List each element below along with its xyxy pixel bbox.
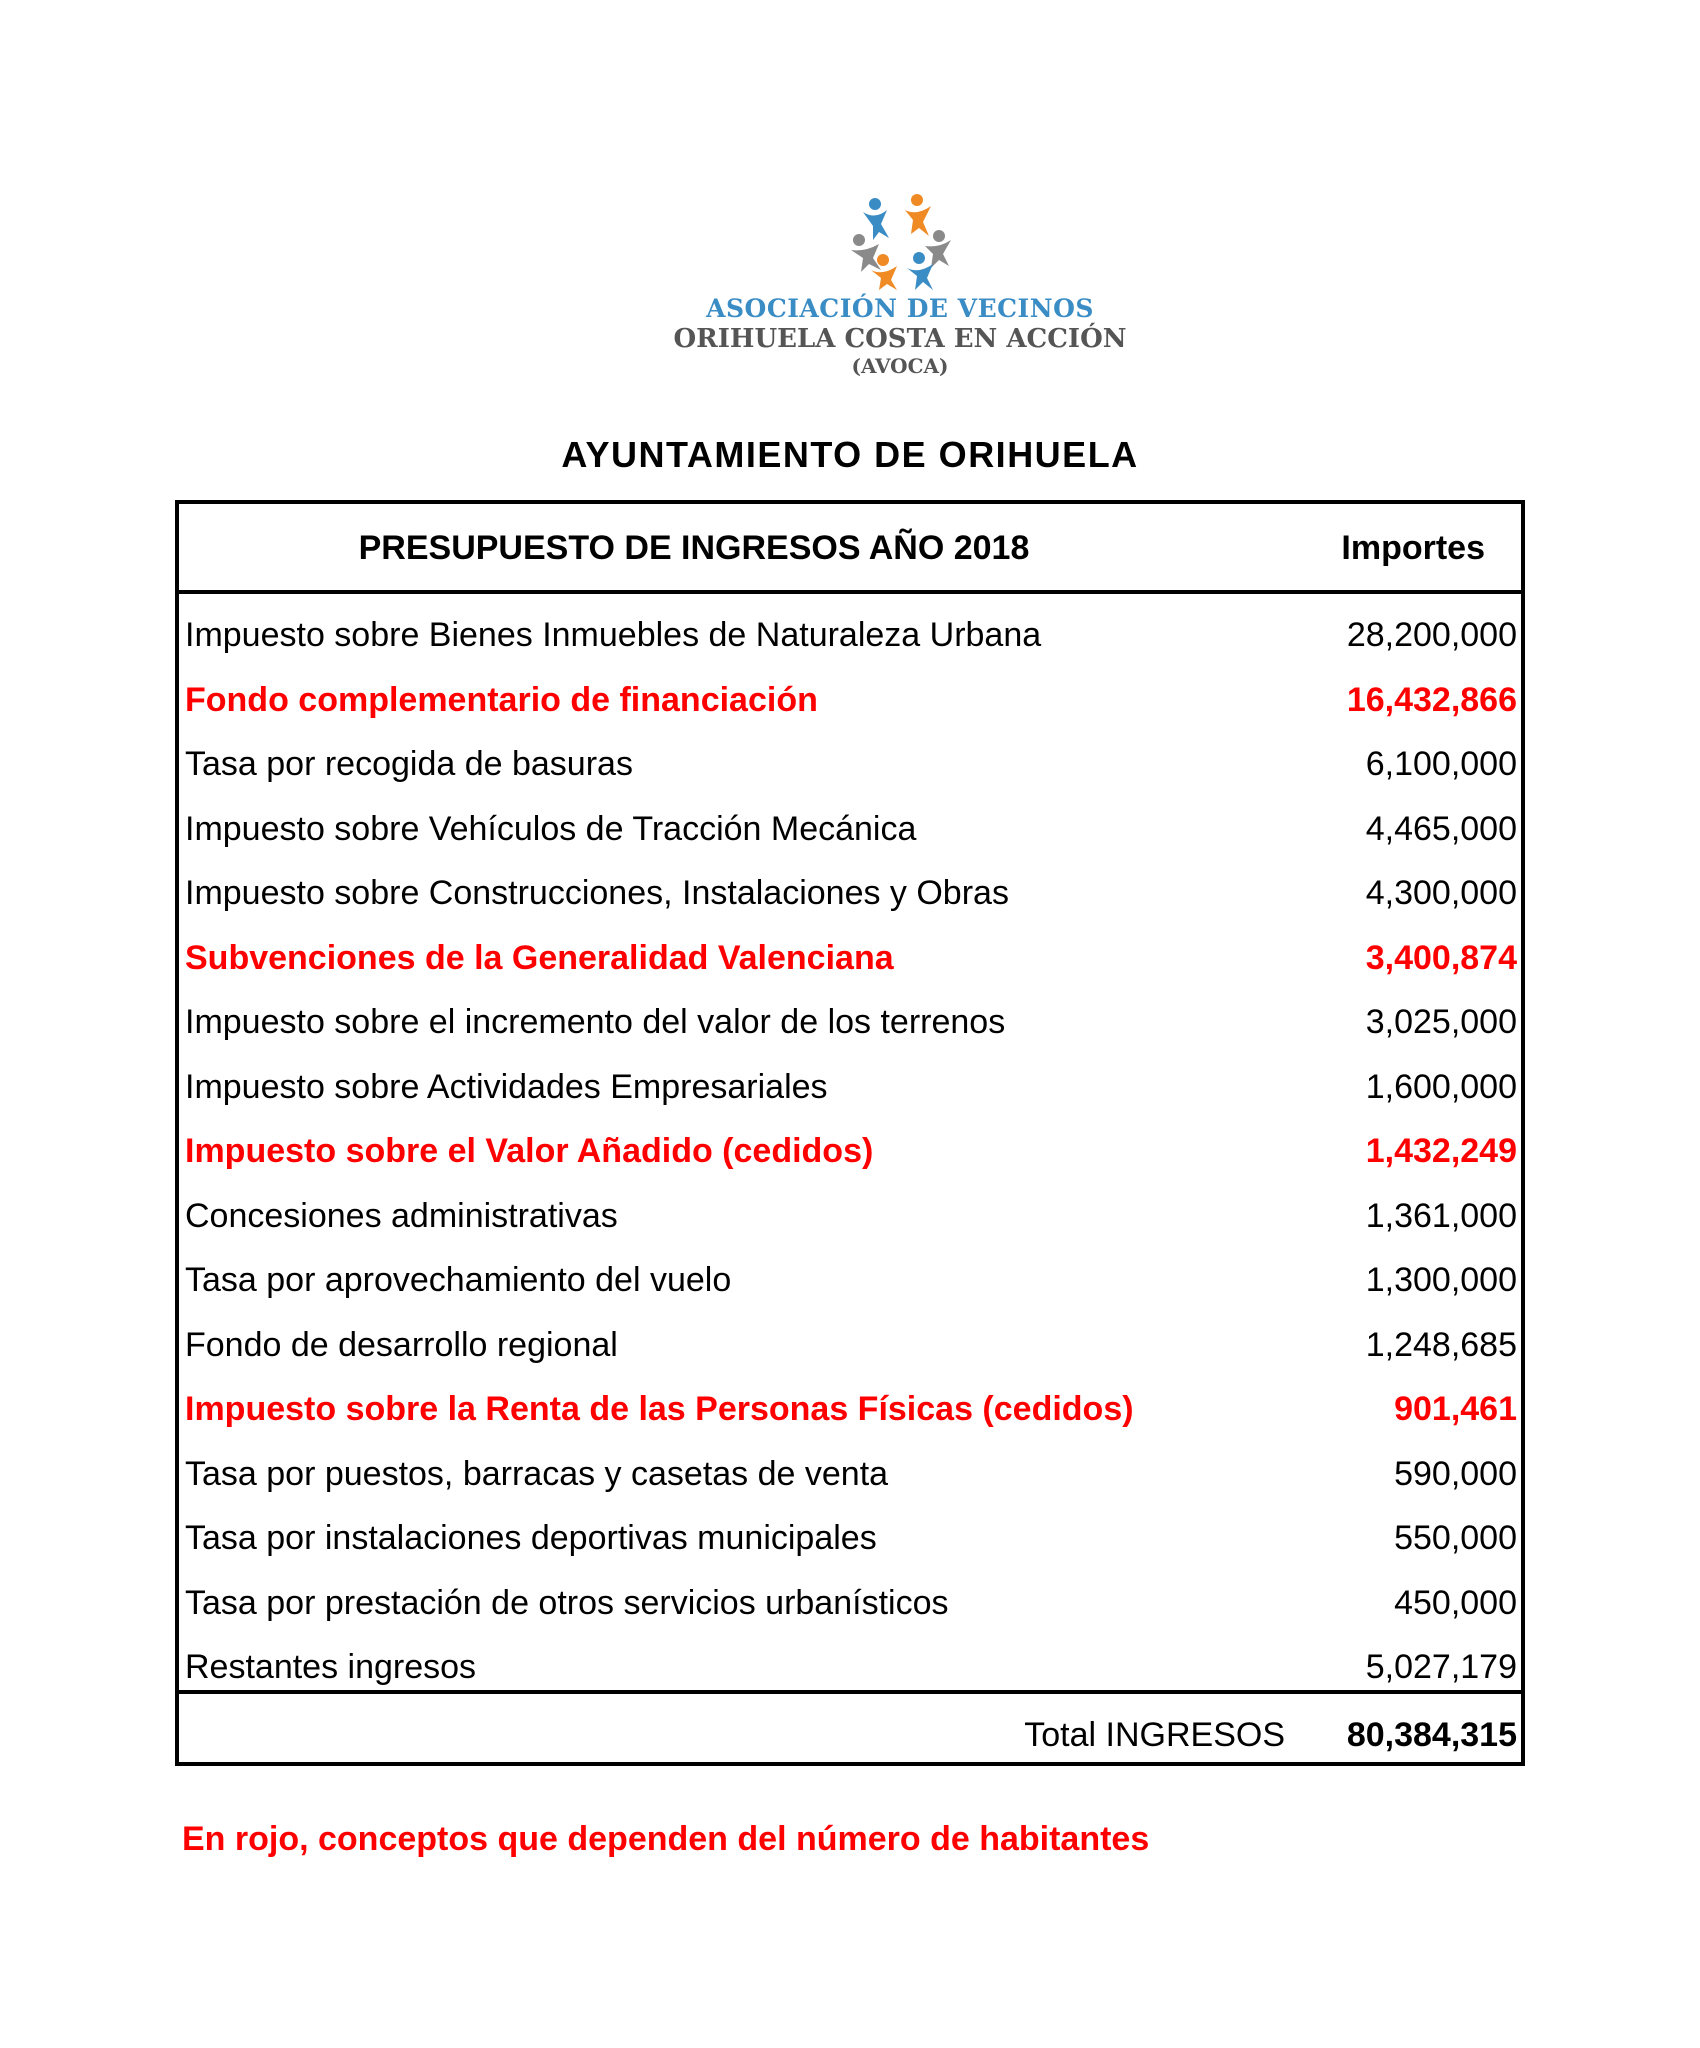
row-amount: 901,461 xyxy=(1394,1390,1517,1428)
row-amount: 1,432,249 xyxy=(1365,1132,1517,1170)
table-row xyxy=(179,743,1521,808)
logo-line-association: ASOCIACIÓN DE VECINOS xyxy=(706,294,1094,323)
logo-line-name: ORIHUELA COSTA EN ACCIÓN xyxy=(673,324,1127,354)
people-circle-icon xyxy=(845,190,955,290)
association-logo xyxy=(660,190,1140,390)
table-row xyxy=(179,1066,1521,1131)
row-amount: 4,300,000 xyxy=(1365,874,1517,912)
row-label: Tasa por recogida de basuras xyxy=(185,745,633,783)
budget-table xyxy=(175,500,1525,1766)
footnote: En rojo, conceptos que dependen del número de habitantes xyxy=(182,1820,1150,1858)
person-figure-orange-top xyxy=(905,194,931,236)
table-header xyxy=(179,504,1521,594)
table-row xyxy=(179,1130,1521,1195)
row-label: Impuesto sobre Actividades Empresariales xyxy=(185,1067,828,1106)
row-amount: 3,025,000 xyxy=(1365,1003,1517,1041)
row-amount: 1,248,685 xyxy=(1365,1325,1517,1364)
row-amount: 1,300,000 xyxy=(1365,1261,1517,1299)
row-amount: 4,465,000 xyxy=(1365,809,1517,848)
person-figure-blue-top xyxy=(863,198,889,240)
table-body xyxy=(179,614,1521,1711)
person-figure-gray-right xyxy=(925,230,951,268)
person-figure-gray-left xyxy=(851,234,881,272)
row-label: Fondo complementario de financiación xyxy=(185,680,818,719)
table-row xyxy=(179,1001,1521,1066)
table-row xyxy=(179,1646,1521,1711)
row-label: Impuesto sobre Construcciones, Instalaciones y Obras xyxy=(185,874,1009,912)
total-divider xyxy=(179,1690,1521,1694)
table-row xyxy=(179,614,1521,679)
row-label: Impuesto sobre Bienes Inmuebles de Naturaleza Urbana xyxy=(185,616,1042,654)
total-value: 80,384,315 xyxy=(1346,1716,1517,1754)
person-figure-blue-bottom xyxy=(907,252,933,290)
table-title: PRESUPUESTO DE INGRESOS AÑO 2018 xyxy=(358,529,1030,567)
table-row xyxy=(179,1324,1521,1389)
row-label: Tasa por instalaciones deportivas municipales xyxy=(185,1519,877,1557)
row-label: Tasa por prestación de otros servicios urbanísticos xyxy=(185,1583,949,1622)
row-label: Impuesto sobre Vehículos de Tracción Mecánica xyxy=(185,809,917,848)
table-row xyxy=(179,1517,1521,1582)
row-amount: 3,400,874 xyxy=(1365,938,1517,977)
table-row xyxy=(179,872,1521,937)
row-label: Restantes ingresos xyxy=(185,1648,477,1686)
row-amount: 590,000 xyxy=(1394,1454,1517,1493)
row-label: Impuesto sobre la Renta de las Personas Físicas (cedidos) xyxy=(185,1390,1134,1428)
table-row xyxy=(179,1453,1521,1518)
row-amount: 1,600,000 xyxy=(1365,1067,1517,1106)
row-label: Tasa por aprovechamiento del vuelo xyxy=(185,1261,732,1299)
row-label: Impuesto sobre el incremento del valor de los terrenos xyxy=(185,1003,1006,1041)
row-label: Impuesto sobre el Valor Añadido (cedidos) xyxy=(185,1132,874,1170)
row-label: Concesiones administrativas xyxy=(185,1196,618,1235)
logo-line-acronym: (AVOCA) xyxy=(851,354,949,378)
row-amount: 16,432,866 xyxy=(1346,680,1517,719)
table-row xyxy=(179,808,1521,873)
table-row xyxy=(179,1582,1521,1647)
row-label: Subvenciones de la Generalidad Valenciana xyxy=(185,938,894,977)
row-amount: 550,000 xyxy=(1394,1519,1517,1557)
row-amount: 450,000 xyxy=(1394,1583,1517,1622)
row-amount: 6,100,000 xyxy=(1365,745,1517,783)
row-amount: 5,027,179 xyxy=(1365,1648,1517,1686)
table-row xyxy=(179,1259,1521,1324)
page-title: AYUNTAMIENTO DE ORIHUELA xyxy=(561,434,1139,475)
table-row xyxy=(179,1388,1521,1453)
row-amount: 28,200,000 xyxy=(1346,616,1517,654)
total-label: Total INGRESOS xyxy=(1024,1716,1285,1754)
table-row xyxy=(179,679,1521,744)
row-amount: 1,361,000 xyxy=(1365,1196,1517,1235)
table-row xyxy=(179,1195,1521,1260)
amount-column-header: Importes xyxy=(1341,529,1485,567)
person-figure-orange-bottom xyxy=(871,254,897,290)
table-row xyxy=(179,937,1521,1002)
row-label: Fondo de desarrollo regional xyxy=(185,1325,618,1364)
row-label: Tasa por puestos, barracas y casetas de venta xyxy=(185,1454,889,1493)
